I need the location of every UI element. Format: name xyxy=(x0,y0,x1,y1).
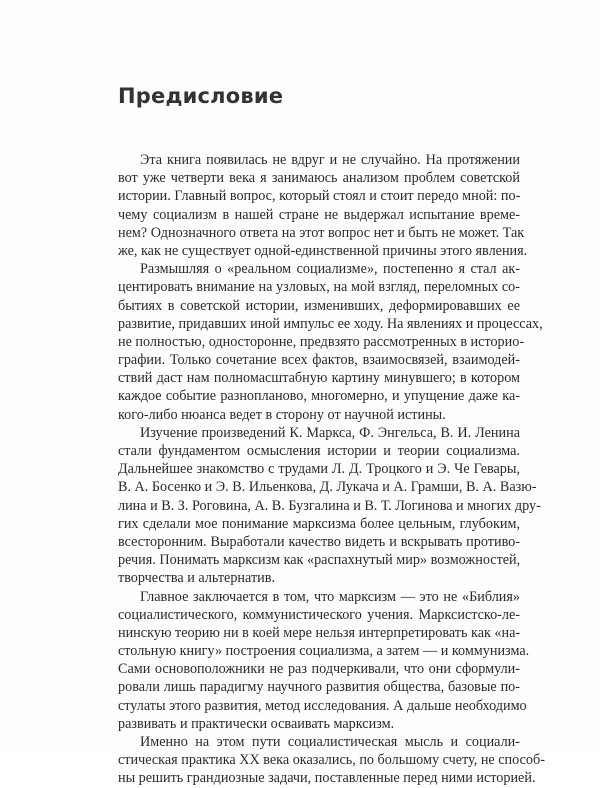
text-line: Главное заключается в том, что марксизм — это не «Библия» xyxy=(140,588,520,605)
text-line: центировать внимание на узловых, на мой взгляд, переломных со- xyxy=(118,279,520,296)
paragraph xyxy=(118,151,528,260)
text-line: социалистического, коммунистического учения. Марксистско-ле- xyxy=(118,606,520,623)
text-line: нем? Однозначного ответа на этот вопрос нет и быть не может. Так xyxy=(118,224,525,241)
text-line: каждое событие разнопланово, многомерно, и упущение даже ка- xyxy=(118,388,520,405)
text-line: вот уже четверти века я занимаюсь анализом проблем советской xyxy=(118,170,520,187)
paragraph xyxy=(118,260,543,424)
text-line: ны решить грандиозные задачи, поставленные перед ними историей. xyxy=(118,770,536,787)
text-line: нинскую теорию ни в коей мере нельзя интерпретировать как «на- xyxy=(118,624,521,641)
text-line: бытиях в советской истории, изменивших, деформировавших ее xyxy=(118,297,520,314)
text-line: стическая практика XX века оказались, по большому счету, не способ- xyxy=(118,752,545,769)
text-line: истории. Главный вопрос, который стоял и стоит передо мной: по- xyxy=(118,188,521,205)
text-line: творчества и альтернатив. xyxy=(118,570,275,587)
text-line: стулаты этого развития, метод исследования. А дальше необходимо xyxy=(118,697,527,714)
text-line: стольную книгу» построения социализма, а затем — и коммунизма. xyxy=(118,643,530,660)
text-line: речия. Понимать марксизм как «распахнутый мир» возможностей, xyxy=(118,552,521,569)
text-line: Изучение произведений К. Маркса, Ф. Энгельса, В. И. Ленина xyxy=(140,424,520,441)
text-line: же, как не существует одной-единственной причины этого явления. xyxy=(118,242,528,259)
text-line: ровали лишь парадигму научного развития общества, базовые по- xyxy=(118,679,520,696)
text-line: развитие, придавших иной импульс ее ходу. На явлениях и процессах, xyxy=(118,315,543,332)
paragraph xyxy=(118,588,530,734)
page-title: Предисловие xyxy=(118,84,284,108)
text-line: не полностью, односторонне, предвзято рассмотренных в историо- xyxy=(118,333,525,350)
text-line: Эта книга появилась не вдруг и не случайно. На протяжении xyxy=(140,152,520,168)
text-line: Именно на этом пути социалистическая мысль и социали- xyxy=(140,734,520,750)
body-text xyxy=(118,151,545,788)
text-line: стали фундаментом осмысления истории и теории социализма. xyxy=(118,443,520,459)
text-line: кого-либо нюанса ведет в сторону от научной истины. xyxy=(118,406,446,423)
text-line: всесторонним. Выработали качество видеть и вскрывать противо- xyxy=(118,533,520,550)
text-line: Размышляя о «реальном социализме», постепенно я стал ак- xyxy=(140,261,520,278)
text-line: развивать и практически осваивать марксизм. xyxy=(118,715,395,732)
text-line: Сами основоположники не раз подчеркивали, что они сформули- xyxy=(118,661,520,678)
text-line: В. А. Босенко и Э. В. Ильенкова, Д. Лукача и А. Грамши, В. А. Вазю- xyxy=(118,479,537,496)
paragraph xyxy=(118,424,541,588)
text-line: лина и В. З. Роговина, А. В. Бузгалина и В. Т. Логинова и многих дру- xyxy=(118,497,541,514)
text-line: графии. Только сочетание всех фактов, взаимосвязей, взаимодей- xyxy=(118,352,520,369)
text-line: гих сделали мое понимание марксизма более цельным, глубоким, xyxy=(118,515,520,532)
text-line: Дальнейшее знакомство с трудами Л. Д. Троцкого и Э. Че Гевары, xyxy=(118,461,520,478)
text-line: чему социализм в нашей стране не выдержал испытание времe- xyxy=(118,206,520,223)
paragraph xyxy=(118,733,545,788)
text-line: ствий даст нам полномасштабную картину минувшего; в котором xyxy=(118,370,520,387)
